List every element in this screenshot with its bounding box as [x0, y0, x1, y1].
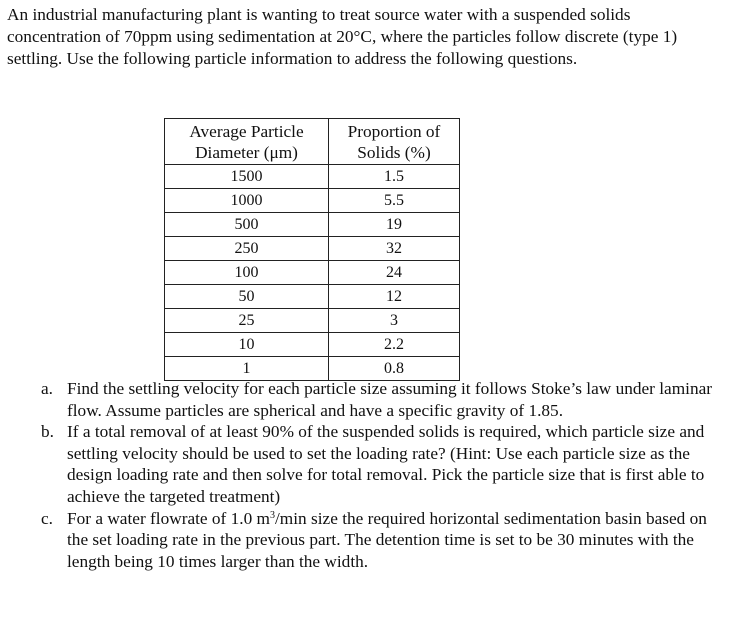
- cell-diameter: 50: [165, 285, 329, 309]
- problem-intro: An industrial manufacturing plant is wanting to treat source water with a suspended solids concentration of 70ppm using sedimentation at 20°C, where the particles follow discrete (type 1) settling. Use the following particle information to address the following questions.: [7, 5, 678, 68]
- cell-diameter: 1000: [165, 189, 329, 213]
- cell-proportion: 24: [329, 261, 460, 285]
- cell-diameter: 10: [165, 333, 329, 357]
- question-c-marker: c.: [41, 508, 53, 528]
- question-c: [0, 508, 720, 573]
- cell-proportion: 0.8: [329, 357, 460, 381]
- question-list: [0, 378, 720, 572]
- header-diameter-line2: Diameter (μm): [195, 142, 298, 162]
- table-row: [165, 357, 460, 381]
- question-a-marker: a.: [41, 379, 53, 398]
- question-a: [0, 378, 720, 421]
- question-c-text-after: /min size the required horizontal sedimentation basin based on the set loading rate in the previous part. The detention time is set to be 30 minutes with the length being 10 times larger than the width.: [67, 508, 707, 571]
- cell-proportion: 2.2: [329, 333, 460, 357]
- cell-proportion: 32: [329, 237, 460, 261]
- cell-proportion: 12: [329, 285, 460, 309]
- question-b-text: If a total removal of at least 90% of the suspended solids is required, which particle size and settling velocity should be used to set the loading rate? (Hint: Use each particle size as the design loading rate and then solve for total removal. Pick the particle size that is first able to achieve the targeted treatment): [67, 422, 705, 506]
- question-b-marker: b.: [41, 422, 54, 442]
- question-c-text: [67, 509, 707, 571]
- cell-diameter: 500: [165, 213, 329, 237]
- question-b: [0, 421, 720, 507]
- table-row: [165, 285, 460, 309]
- cell-proportion: 5.5: [329, 189, 460, 213]
- cell-diameter: 250: [165, 237, 329, 261]
- header-diameter-line1: Average Particle: [189, 121, 304, 141]
- header-proportion: [329, 119, 460, 165]
- cell-proportion: 19: [329, 213, 460, 237]
- header-proportion-line1: Proportion of: [347, 121, 441, 141]
- table-row: [165, 165, 460, 189]
- question-c-text-before: For a water flowrate of 1.0 m: [67, 508, 270, 528]
- cell-diameter: 1: [165, 357, 329, 381]
- cell-diameter: 100: [165, 261, 329, 285]
- table-row: [165, 189, 460, 213]
- table-row: [165, 309, 460, 333]
- cubic-superscript: 3: [270, 509, 275, 521]
- table-row: [165, 237, 460, 261]
- table-header-row: [165, 119, 460, 165]
- header-proportion-line2: Solids (%): [357, 142, 431, 162]
- cell-diameter: 25: [165, 309, 329, 333]
- table-row: [165, 333, 460, 357]
- particle-table: [164, 118, 460, 381]
- header-diameter: [165, 119, 329, 165]
- table-row: [165, 261, 460, 285]
- cell-proportion: 1.5: [329, 165, 460, 189]
- cell-diameter: 1500: [165, 165, 329, 189]
- table-row: [165, 213, 460, 237]
- cell-proportion: 3: [329, 309, 460, 333]
- question-a-text: Find the settling velocity for each particle size assuming it follows Stoke’s law under laminar flow. Assume particles are spherical and have a specific gravity of 1.85.: [67, 379, 713, 420]
